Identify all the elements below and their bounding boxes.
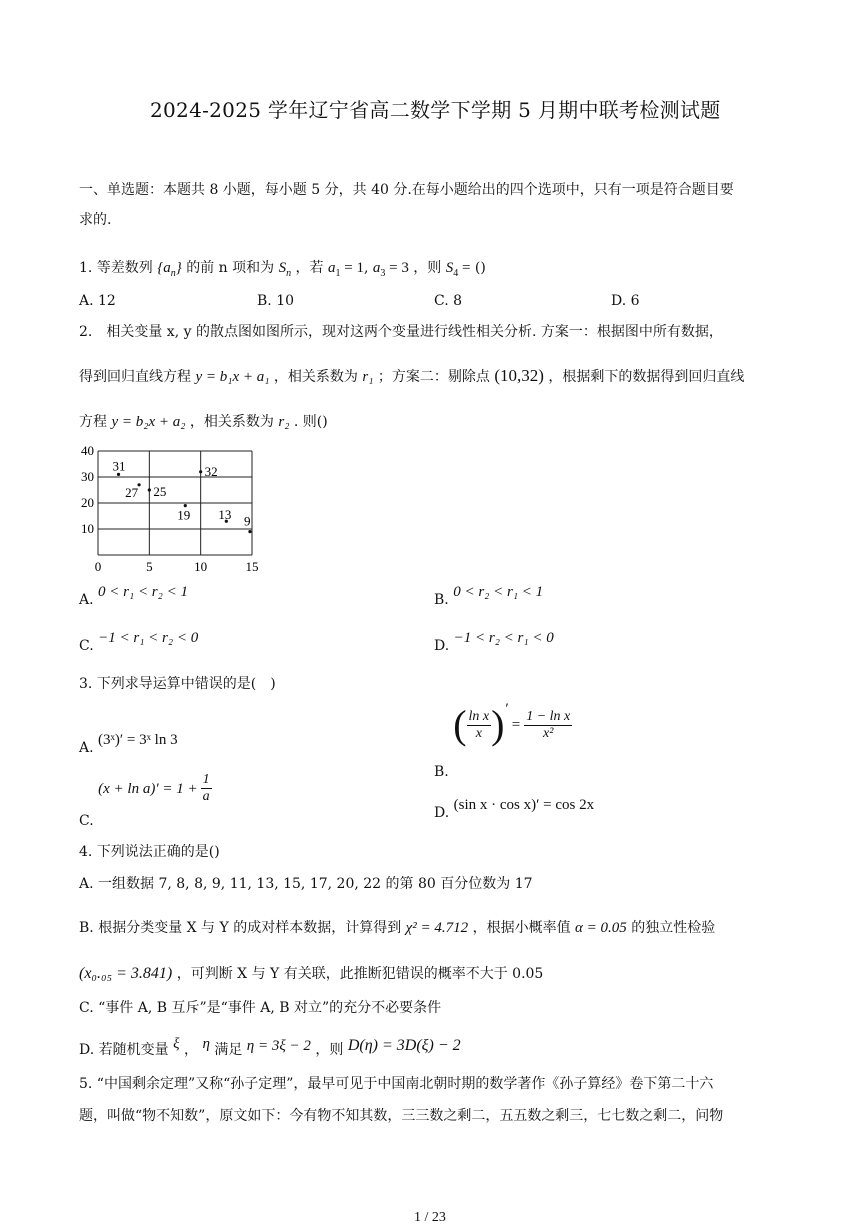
q2-option-c-label: C. bbox=[79, 638, 94, 654]
q4-eta-eq: η = 3ξ − 2 bbox=[246, 1038, 311, 1054]
question-5-line1: 5. “中国剩余定理”又称“孙子定理”，最早可见于中国南北朝时期的数学著作《孙子算经》卷下第二十六 bbox=[79, 1076, 714, 1092]
q4-b-text-a: B. 根据分类变量 X 与 Y 的成对样本数据，计算得到 bbox=[79, 920, 402, 936]
q2-equation-2: y = b₂x + a₂ bbox=[111, 414, 186, 430]
section-heading-line1: 一、单选题：本题共 8 小题，每小题 5 分，共 40 分.在每小题给出的四个选项中，只有一项是符合题目要 bbox=[79, 182, 734, 198]
x-tick-label: 10 bbox=[194, 559, 208, 574]
y-tick-label: 10 bbox=[81, 521, 94, 536]
q2-option-c-expr: −1 < r₁ < r₂ < 0 bbox=[98, 630, 199, 646]
question-3-stem: 3. 下列求导运算中错误的是( ) bbox=[79, 676, 276, 692]
data-point bbox=[248, 530, 251, 533]
q3-option-a-label: A. bbox=[79, 740, 94, 756]
q4-eta: η bbox=[202, 1036, 210, 1052]
q4-option-a: A. 一组数据 7, 8, 8, 9, 11, 13, 15, 17, 20, 22 的第 80 百分位数为 17 bbox=[79, 876, 533, 892]
data-label: 32 bbox=[204, 463, 218, 479]
q2-text-e: 方程 bbox=[79, 414, 107, 430]
y-tick-label: 30 bbox=[81, 469, 94, 484]
q4-option-b-line2 bbox=[79, 964, 543, 984]
q2-option-a-label: A. bbox=[79, 592, 94, 608]
q3-c-numerator: 1 bbox=[202, 772, 210, 787]
q4-option-b-line1 bbox=[79, 918, 715, 938]
question-4-stem: 4. 下列说法正确的是() bbox=[79, 844, 220, 860]
page-title: 2024-2025 学年辽宁省高二数学下学期 5 月期中联考检测试题 bbox=[150, 98, 721, 122]
data-label: 13 bbox=[218, 507, 232, 523]
q1-option-c: C. 8 bbox=[434, 293, 463, 309]
question-2-line2 bbox=[79, 366, 744, 387]
q2-text-g: . 则() bbox=[293, 414, 328, 430]
q3-b-denominator-left: x bbox=[475, 725, 482, 741]
q4-xi: ξ bbox=[173, 1036, 180, 1052]
section-heading-line2: 求的. bbox=[79, 212, 112, 228]
q1-s4-eq: = bbox=[458, 260, 471, 276]
q2-r1: r₁ bbox=[362, 369, 374, 385]
q4-d-text-b: ， bbox=[183, 1042, 198, 1058]
question-2-line1: 2. 相关变量 x, y 的散点图如图所示，现对这两个变量进行线性相关分析. 方案一：根据图中所有数据， bbox=[79, 324, 723, 340]
y-tick-label: 40 bbox=[81, 443, 94, 458]
data-label: 9 bbox=[243, 513, 251, 529]
q1-text-c: ，若 bbox=[295, 260, 324, 276]
q2-option-b-label: B. bbox=[434, 592, 449, 608]
q1-option-d: D. 6 bbox=[611, 293, 640, 309]
q3-b-denominator-right: x² bbox=[543, 725, 554, 741]
q2-option-b-expr: 0 < r₂ < r₁ < 1 bbox=[453, 584, 544, 600]
page-number: 1 / 23 bbox=[414, 1210, 446, 1225]
q1-a3-eq: = 3 bbox=[385, 260, 409, 276]
data-label: 31 bbox=[112, 458, 126, 474]
q4-b-text-b: ，根据小概率值 bbox=[472, 920, 571, 936]
q4-d-text-c: 满足 bbox=[214, 1042, 243, 1058]
q2-option-a-expr: 0 < r₁ < r₂ < 1 bbox=[98, 584, 188, 600]
q3-option-d bbox=[434, 797, 595, 823]
q4-d-text-a: D. 若随机变量 bbox=[79, 1042, 169, 1058]
q2-point: (10,32) bbox=[494, 366, 544, 385]
q1-text: 1. 等差数列 bbox=[79, 260, 153, 276]
scatter-plot bbox=[74, 440, 274, 575]
q2-option-c bbox=[79, 630, 199, 656]
q2-option-b bbox=[434, 584, 544, 610]
q2-option-d-expr: −1 < r₂ < r₁ < 0 bbox=[453, 630, 554, 646]
q3-b-numerator-left: ln x bbox=[468, 708, 490, 724]
q1-a3: $a_3 = 3$ bbox=[372, 260, 409, 279]
data-point bbox=[199, 470, 202, 473]
q2-text-f: ，相关系数为 bbox=[189, 414, 274, 430]
q1-option-b: B. 10 bbox=[257, 293, 295, 309]
q1-seq-close: } bbox=[175, 260, 182, 276]
q2-text-a: 得到回归直线方程 bbox=[79, 369, 191, 385]
q2-text-d: ，根据剩下的数据得到回归直线 bbox=[548, 369, 745, 385]
q3-b-numerator-right: 1 − ln x bbox=[526, 708, 571, 724]
q4-alpha: α = 0.05 bbox=[575, 920, 627, 936]
question-2-line3 bbox=[79, 412, 328, 432]
q3-c-left: (x + ln a)′ = 1 + bbox=[98, 780, 198, 797]
q1-s4-letter: S bbox=[445, 260, 454, 276]
data-label: 25 bbox=[153, 484, 167, 499]
q3-option-a-expr: (3ˣ)′ = 3ˣ ln 3 bbox=[98, 732, 178, 748]
q1-text-d: ，则 bbox=[413, 260, 442, 276]
question-5-line2: 题，叫做“物不知数”，原文如下：今有物不知其数，三三数之剩二，五五数之剩三，七七数之剩二，问物 bbox=[79, 1108, 724, 1124]
question-1-stem: 1. 等差数列 $\{a_n\}$ 的前 n 项和为 $S_n$ ，若 $a_1 = 1$, $a_3 = 3$ ，则 $S_4$ = () bbox=[79, 260, 486, 279]
x-tick-label: 15 bbox=[245, 559, 259, 574]
q2-equation-1: y = b₁x + a₁ bbox=[195, 369, 270, 385]
q4-b-text-d: ，可判断 X 与 Y 有关联，此推断犯错误的概率不大于 0.05 bbox=[176, 966, 544, 982]
q3-option-b-label: B. bbox=[434, 764, 449, 780]
q4-d-text-d: ，则 bbox=[315, 1042, 344, 1058]
q4-critical-value: (x₀.₀₅ = 3.841) bbox=[79, 965, 173, 982]
data-label: 19 bbox=[177, 507, 191, 523]
q3-option-d-label: D. bbox=[434, 805, 450, 821]
q1-sn: $S_n$ bbox=[278, 260, 292, 279]
q2-option-a bbox=[79, 584, 188, 610]
data-point bbox=[148, 488, 151, 491]
x-tick-label: 5 bbox=[146, 559, 153, 574]
q1-seq-open: {a bbox=[157, 260, 171, 276]
q1-s4: $S_4$ = bbox=[445, 260, 471, 279]
q1-s-letter: S bbox=[278, 260, 287, 276]
q1-option-a: A. 12 bbox=[79, 293, 116, 309]
q1-seq: $\{a_n\}$ bbox=[157, 260, 182, 279]
q4-option-c: C. “事件 A, B 互斥”是“事件 A, B 对立”的充分不必要条件 bbox=[79, 1000, 442, 1016]
q4-chi-square: χ² = 4.712 bbox=[405, 920, 469, 936]
q3-option-d-expr: (sin x · cos x)′ = cos 2x bbox=[453, 797, 595, 813]
q3-c-denominator: a bbox=[202, 789, 210, 804]
data-label: 27 bbox=[125, 484, 139, 500]
q3-option-b-expr: ( $\frac{\text{ln x}}{x}$ ) ′ = $\frac{\text{1 − ln x}}{\text{x²}}$ bbox=[453, 701, 571, 747]
q1-text-e: () bbox=[474, 260, 486, 276]
q2-r2: r₂ bbox=[278, 414, 290, 430]
q1-a3-letter: a bbox=[372, 260, 381, 276]
q2-text-c: ；方案二：剔除点 bbox=[377, 369, 490, 385]
y-tick-label: 20 bbox=[81, 495, 94, 510]
q1-a1-letter: a bbox=[328, 260, 336, 276]
q3-option-c-label: C. bbox=[79, 812, 94, 829]
q3-option-c bbox=[79, 772, 212, 829]
q2-option-d-label: D. bbox=[434, 638, 450, 654]
q3-option-c-expr bbox=[98, 772, 211, 805]
q1-text-b: 的前 n 项和为 bbox=[186, 260, 275, 276]
x-tick-label: 0 bbox=[94, 559, 102, 574]
q4-b-text-c: 的独立性检验 bbox=[631, 920, 716, 936]
q1-a1-eq: = 1 bbox=[340, 260, 364, 276]
q1-a1: $a_1 = 1$ bbox=[328, 260, 364, 279]
q3-option-b bbox=[434, 701, 572, 780]
q3-option-a bbox=[79, 732, 178, 758]
q2-option-d bbox=[434, 630, 554, 656]
q2-text-b: ，相关系数为 bbox=[273, 369, 358, 385]
q4-option-d bbox=[79, 1036, 461, 1060]
q4-variance-eq: D(η) = 3D(ξ) − 2 bbox=[347, 1037, 461, 1054]
